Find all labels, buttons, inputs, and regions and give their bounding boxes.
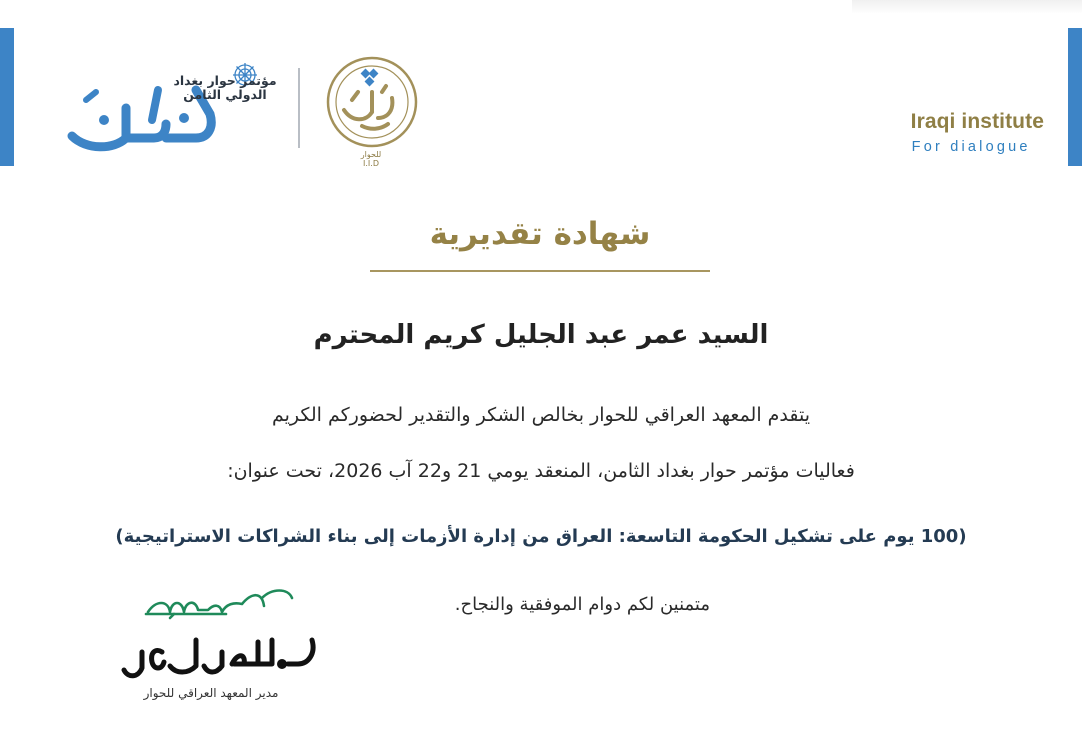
signature-icon xyxy=(112,578,332,688)
closing-wishes: متمنين لكم دوام الموفقية والنجاح. xyxy=(454,594,710,615)
top-edge-shadow xyxy=(852,0,1082,14)
right-accent-bar xyxy=(1068,28,1082,166)
seal-caption-latin: I.I.D xyxy=(363,159,379,168)
institute-name-english: Iraqi institute xyxy=(910,110,1044,133)
logo-divider xyxy=(298,68,300,148)
institute-tagline-english: For dialogue xyxy=(911,139,1031,155)
seal-caption xyxy=(336,150,406,168)
certificate-title: شهادة تقديرية xyxy=(429,216,651,252)
signatory-title: مدير المعهد العراقي للحوار xyxy=(143,686,279,700)
appreciation-line: يتقدم المعهد العراقي للحوار بخالص الشكر والتقدير لحضوركم الكريم xyxy=(271,404,811,426)
conference-name-line1: مؤتمر حوار بغداد xyxy=(173,73,277,88)
conference-name-line2: الدولي الثامن xyxy=(183,87,267,102)
title-underline xyxy=(370,270,710,272)
left-accent-bar xyxy=(0,28,14,166)
institute-seal-icon xyxy=(322,52,422,152)
institute-wordmark xyxy=(911,110,1044,155)
conference-name xyxy=(170,74,280,102)
seal-caption-arabic: للحوار xyxy=(360,150,382,159)
event-theme-line: (100 يوم على تشكيل الحكومة التاسعة: العراق من إدارة الأزمات إلى بناء الشراكات الاستراتيجية) xyxy=(115,526,967,547)
conference-logo xyxy=(66,62,280,154)
recipient-name: السيد عمر عبد الجليل كريم المحترم xyxy=(313,320,769,350)
event-details-line: فعاليات مؤتمر حوار بغداد الثامن، المنعقد يومي 21 و22 آب 2026، تحت عنوان: xyxy=(227,460,855,482)
